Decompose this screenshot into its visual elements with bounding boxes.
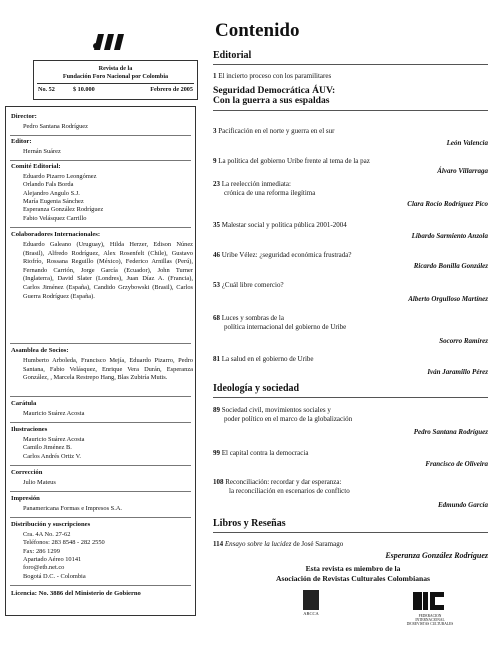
- toc-item: [213, 221, 488, 230]
- editor-label: Editor:: [11, 138, 32, 145]
- toc-author: Francisco de Oliveira: [425, 460, 488, 468]
- toc-author: Edmundo García: [438, 501, 488, 509]
- toc-page-number: 81: [213, 355, 220, 363]
- toc-book-title: Ensayo sobre la lucidez: [224, 540, 292, 548]
- toc-item-title-line2: crónica de una reforma ilegítima: [224, 188, 316, 197]
- ilustrador: Mauricio Suárez Acosta: [23, 436, 85, 443]
- toc-author: Iván Jaramillo Pérez: [427, 368, 488, 376]
- toc-item: [213, 314, 488, 331]
- distribucion-label: Distribución y suscripciones: [11, 521, 91, 528]
- toc-item: [213, 406, 488, 423]
- toc-page-number: 108: [213, 478, 224, 486]
- colaboradores-list: Eduardo Galeano (Uruguay), Hilda Herzer, Edison Núnez (Brasil), Alfredo Rodríguez, Alex Rosenfelt (Chile), Gustavo Riofrío, Rossana Reguillo (México), Federico Arnillas (Perú), Fernando Carrión, Jorge García (Ecuador), John Turner (Inglaterra), David Slater (Londres), Juan Díaz A. (Francia), Carlos Jiménez (España), Candido Grzybowski (Brasil), Carlos Guerra Rodríguez (España).: [23, 241, 193, 300]
- divider: [10, 491, 191, 492]
- email-line: foro@etb.net.co: [23, 564, 65, 572]
- comite-member: Eduardo Pizarro Leongómez: [23, 173, 97, 180]
- foro-logo-icon: [92, 32, 132, 52]
- divider: [10, 227, 191, 228]
- toc-author: Esperanza González Rodríguez: [385, 551, 488, 560]
- divider: [10, 396, 191, 397]
- asamblea-list: Humberto Arboleda, Francisco Mejía, Eduardo Pizarro, Pedro Santana, Fabio Velásquez, Enrique Vera Durán, Esperanza González, , Marcela Restrepo Hang, Blas Zubiría Mutis.: [23, 357, 193, 382]
- comite-member: Alejandro Angulo S.J.: [23, 189, 80, 197]
- masthead-line1: Revista de la: [98, 65, 133, 72]
- toc-item-title: Uribe Vélez: ¿seguridad económica frustrada?: [221, 251, 352, 259]
- section-rule: [213, 110, 488, 111]
- toc-item-title: El capital contra la democracia: [221, 449, 309, 457]
- section-rule: [213, 532, 488, 533]
- toc-item-title: Luces y sombras de la: [221, 314, 284, 322]
- toc-item-title: Pacificación en el norte y guerra en el sur: [218, 127, 335, 135]
- toc-page-number: 23: [213, 180, 220, 188]
- divider: [10, 585, 191, 586]
- divider: [10, 465, 191, 466]
- toc-page-number: 46: [213, 251, 220, 259]
- masthead-foundation: Fundación Foro Nacional por Colombia: [62, 73, 169, 80]
- section-rule: [213, 397, 488, 398]
- comite-label: Comité Editorial:: [11, 163, 61, 170]
- arcca-logo-text: ARCCA: [303, 611, 319, 616]
- divider: [10, 422, 191, 423]
- section-rule: [213, 64, 488, 65]
- fax-line: Fax: 286 1299: [23, 547, 60, 555]
- toc-page-number: 114: [213, 540, 224, 548]
- divider: [10, 135, 191, 136]
- toc-item: [213, 180, 488, 197]
- issue-date: Febrero de 2005: [150, 86, 193, 93]
- address-line: Cra. 4A No. 27-62: [23, 531, 71, 538]
- toc-item-title: Reconciliación: recordar y dar esperanza:: [225, 478, 342, 486]
- toc-author: Libardo Sarmiento Anzola: [411, 232, 488, 240]
- ficc-caption-line2: DE REVISTAS CULTURALES: [406, 622, 454, 626]
- membership-notice-line2: Asociación de Revistas Culturales Colombianas: [276, 574, 430, 583]
- toc-page-number: 68: [213, 314, 220, 322]
- section-ideologia: Ideología y sociedad: [213, 383, 300, 394]
- section-seguridad-line1: Seguridad Democrática ÁUV:: [213, 85, 336, 96]
- comite-member: Esperanza González Rodríguez: [23, 206, 104, 214]
- director-label: Director:: [11, 113, 37, 120]
- editor-name: Hernán Suárez: [23, 148, 61, 155]
- toc-author: Álvaro Villarraga: [437, 167, 488, 175]
- ficc-logo-caption: [404, 614, 456, 626]
- comite-member: Fabio Velásquez Carrillo: [23, 214, 87, 222]
- toc-item-editorial: [213, 72, 488, 81]
- divider: [10, 343, 191, 344]
- colaboradores-label: Colaboradores Internacionales:: [11, 231, 101, 238]
- divider: [10, 160, 191, 161]
- toc-item: [213, 478, 488, 495]
- toc-author: Alberto Orgulloso Martínez: [408, 295, 488, 303]
- toc-page-number: 3: [213, 127, 217, 135]
- toc-page-number: 1: [213, 72, 217, 80]
- page-title: Contenido: [215, 20, 300, 41]
- section-editorial: Editorial: [213, 50, 252, 61]
- licencia: Licencia: No. 3886 del Ministerio de Gobierno: [11, 590, 141, 597]
- section-seguridad-line2: Con la guerra a sus espaldas: [213, 95, 330, 106]
- toc-item-libros: [213, 540, 488, 549]
- staff-box: [5, 106, 196, 616]
- ficc-logo-icon: [412, 590, 446, 612]
- membership-notice-line1: Esta revista es miembro de la: [305, 564, 401, 573]
- toc-item-title: La reelección inmediata:: [221, 180, 291, 188]
- section-libros: Libros y Reseñas: [213, 518, 286, 529]
- arcca-logo-icon: [303, 590, 319, 610]
- toc-item-title: El incierto proceso con los paramilitares: [218, 72, 332, 80]
- caratula-label: Carátula: [11, 400, 37, 407]
- toc-author: León Valencia: [446, 139, 488, 147]
- toc-item: [213, 281, 488, 290]
- correccion-name: Julio Mateus: [23, 479, 56, 486]
- toc-author: Clara Rocío Rodríguez Pico: [407, 200, 488, 208]
- ilustrador: Camilo Jiménez B.: [23, 444, 72, 452]
- toc-item-title: ¿Cuál libre comercio?: [221, 281, 284, 289]
- toc-book-author: de José Saramago: [291, 540, 344, 548]
- toc-item-title: La política del gobierno Uribe frente al tema de la paz: [218, 157, 370, 165]
- issue-number: No. 52: [38, 86, 55, 93]
- toc-item-title: Malestar social y política pública 2001-2004: [221, 221, 347, 229]
- comite-member: Orlando Fals Borda: [23, 181, 74, 189]
- toc-page-number: 35: [213, 221, 220, 229]
- toc-item: [213, 449, 488, 458]
- toc-item-title: La salud en el gobierno de Uribe: [221, 355, 314, 363]
- asamblea-label: Asamblea de Socios:: [11, 347, 69, 354]
- toc-page-number: 9: [213, 157, 217, 165]
- toc-page-number: 99: [213, 449, 220, 457]
- toc-author: Ricardo Bonilla González: [413, 262, 488, 270]
- toc-item: [213, 355, 488, 364]
- comite-member: María Eugenia Sánchez: [23, 197, 84, 205]
- impresion-label: Impresión: [11, 495, 40, 502]
- divider: [10, 517, 191, 518]
- caratula-name: Mauricio Suárez Acosta: [23, 410, 85, 417]
- toc-item: [213, 157, 488, 166]
- toc-item-title-line2: poder político en el marco de la globalización: [224, 414, 353, 423]
- toc-item: [213, 127, 488, 136]
- ilustraciones-label: Ilustraciones: [11, 426, 48, 433]
- city-line: Bogotá D.C. - Colombia: [23, 572, 86, 580]
- director-name: Pedro Santana Rodríguez: [23, 123, 88, 130]
- toc-item: [213, 251, 488, 260]
- correccion-label: Corrección: [11, 469, 43, 476]
- toc-page-number: 89: [213, 406, 220, 414]
- toc-page-number: 53: [213, 281, 220, 289]
- masthead-divider: [37, 83, 194, 84]
- toc-author: Pedro Santana Rodríguez: [413, 428, 488, 436]
- phone-line: Teléfonos: 283 8548 - 282 2550: [23, 539, 105, 547]
- toc-item-title-line2: política internacional del gobierno de Uribe: [224, 322, 347, 331]
- ilustrador: Carlos Andrés Ortiz V.: [23, 452, 81, 460]
- apartado-line: Apartado Aéreo 10141: [23, 555, 82, 563]
- impresion-name: Panamericana Formas e Impresos S.A.: [23, 505, 123, 512]
- toc-item-title-line2: la reconciliación en escenarios de conflicto: [229, 486, 350, 495]
- issue-price: $ 10.000: [73, 86, 95, 93]
- masthead: [33, 60, 198, 100]
- toc-item-title: Sociedad civil, movimientos sociales y: [221, 406, 331, 414]
- ficc-caption-line1: FEDERACION INTERNACIONAL: [415, 614, 445, 622]
- toc-author: Socorro Ramírez: [439, 337, 488, 345]
